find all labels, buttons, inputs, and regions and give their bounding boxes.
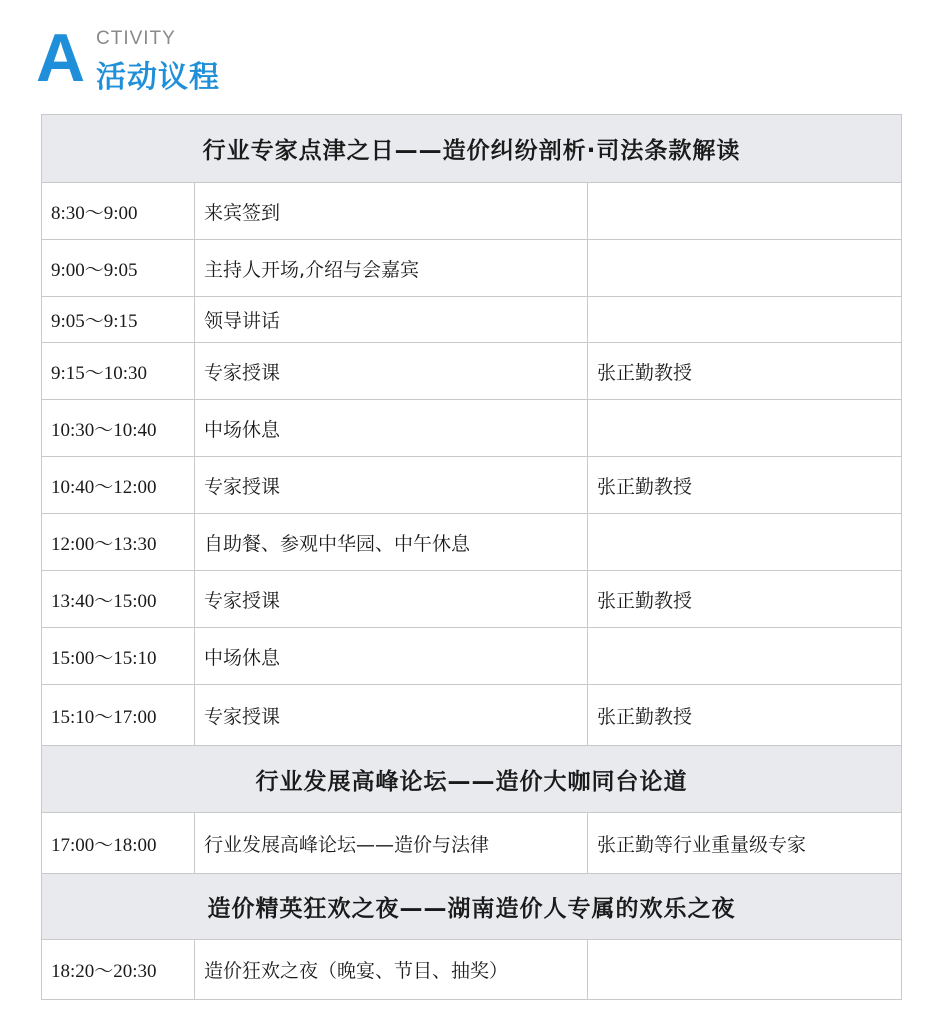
activity-cell: 专家授课 <box>195 571 588 628</box>
section-title: 行业发展高峰论坛——造价大咖同台论道 <box>42 746 902 813</box>
section-header-row <box>42 874 902 940</box>
section-title: 造价精英狂欢之夜——湖南造价人专属的欢乐之夜 <box>42 874 902 940</box>
activity-cell: 专家授课 <box>195 457 588 514</box>
speaker-cell <box>588 297 902 343</box>
table-row <box>42 628 902 685</box>
time-cell: 9:05～9:15 <box>42 297 195 343</box>
time-cell: 13:40～15:00 <box>42 571 195 628</box>
speaker-cell <box>588 514 902 571</box>
activity-cell: 造价狂欢之夜（晚宴、节目、抽奖） <box>195 940 588 1000</box>
activity-cell: 来宾签到 <box>195 183 588 240</box>
agenda-table <box>41 114 902 1000</box>
section-title: 行业专家点津之日——造价纠纷剖析·司法条款解读 <box>42 115 902 183</box>
activity-cell: 中场休息 <box>195 628 588 685</box>
table-row <box>42 514 902 571</box>
speaker-cell <box>588 240 902 297</box>
time-cell: 9:00～9:05 <box>42 240 195 297</box>
activity-cell: 领导讲话 <box>195 297 588 343</box>
logo-subtitle: CTIVITY <box>96 28 176 49</box>
table-row <box>42 571 902 628</box>
time-cell: 17:00～18:00 <box>42 813 195 874</box>
section-header-row <box>42 746 902 813</box>
logo-letter: A <box>36 20 84 96</box>
time-cell: 18:20～20:30 <box>42 940 195 1000</box>
activity-cell: 专家授课 <box>195 685 588 746</box>
section-header-row <box>42 115 902 183</box>
table-row <box>42 297 902 343</box>
speaker-cell <box>588 628 902 685</box>
speaker-cell: 张正勤教授 <box>588 457 902 514</box>
activity-cell: 自助餐、参观中华园、中午休息 <box>195 514 588 571</box>
speaker-cell: 张正勤教授 <box>588 685 902 746</box>
table-row <box>42 400 902 457</box>
activity-cell: 中场休息 <box>195 400 588 457</box>
table-row <box>42 183 902 240</box>
table-row <box>42 940 902 1000</box>
table-row <box>42 813 902 874</box>
activity-logo <box>36 20 336 96</box>
table-row <box>42 685 902 746</box>
table-row <box>42 240 902 297</box>
activity-cell: 专家授课 <box>195 343 588 400</box>
speaker-cell: 张正勤教授 <box>588 343 902 400</box>
speaker-cell: 张正勤教授 <box>588 571 902 628</box>
speaker-cell <box>588 400 902 457</box>
activity-cell: 行业发展高峰论坛——造价与法律 <box>195 813 588 874</box>
time-cell: 15:00～15:10 <box>42 628 195 685</box>
activity-cell: 主持人开场,介绍与会嘉宾 <box>195 240 588 297</box>
page-title: 活动议程 <box>96 60 220 95</box>
time-cell: 10:30～10:40 <box>42 400 195 457</box>
time-cell: 8:30～9:00 <box>42 183 195 240</box>
time-cell: 15:10～17:00 <box>42 685 195 746</box>
speaker-cell: 张正勤等行业重量级专家 <box>588 813 902 874</box>
table-row <box>42 343 902 400</box>
time-cell: 12:00～13:30 <box>42 514 195 571</box>
time-cell: 9:15～10:30 <box>42 343 195 400</box>
speaker-cell <box>588 183 902 240</box>
time-cell: 10:40～12:00 <box>42 457 195 514</box>
table-row <box>42 457 902 514</box>
speaker-cell <box>588 940 902 1000</box>
